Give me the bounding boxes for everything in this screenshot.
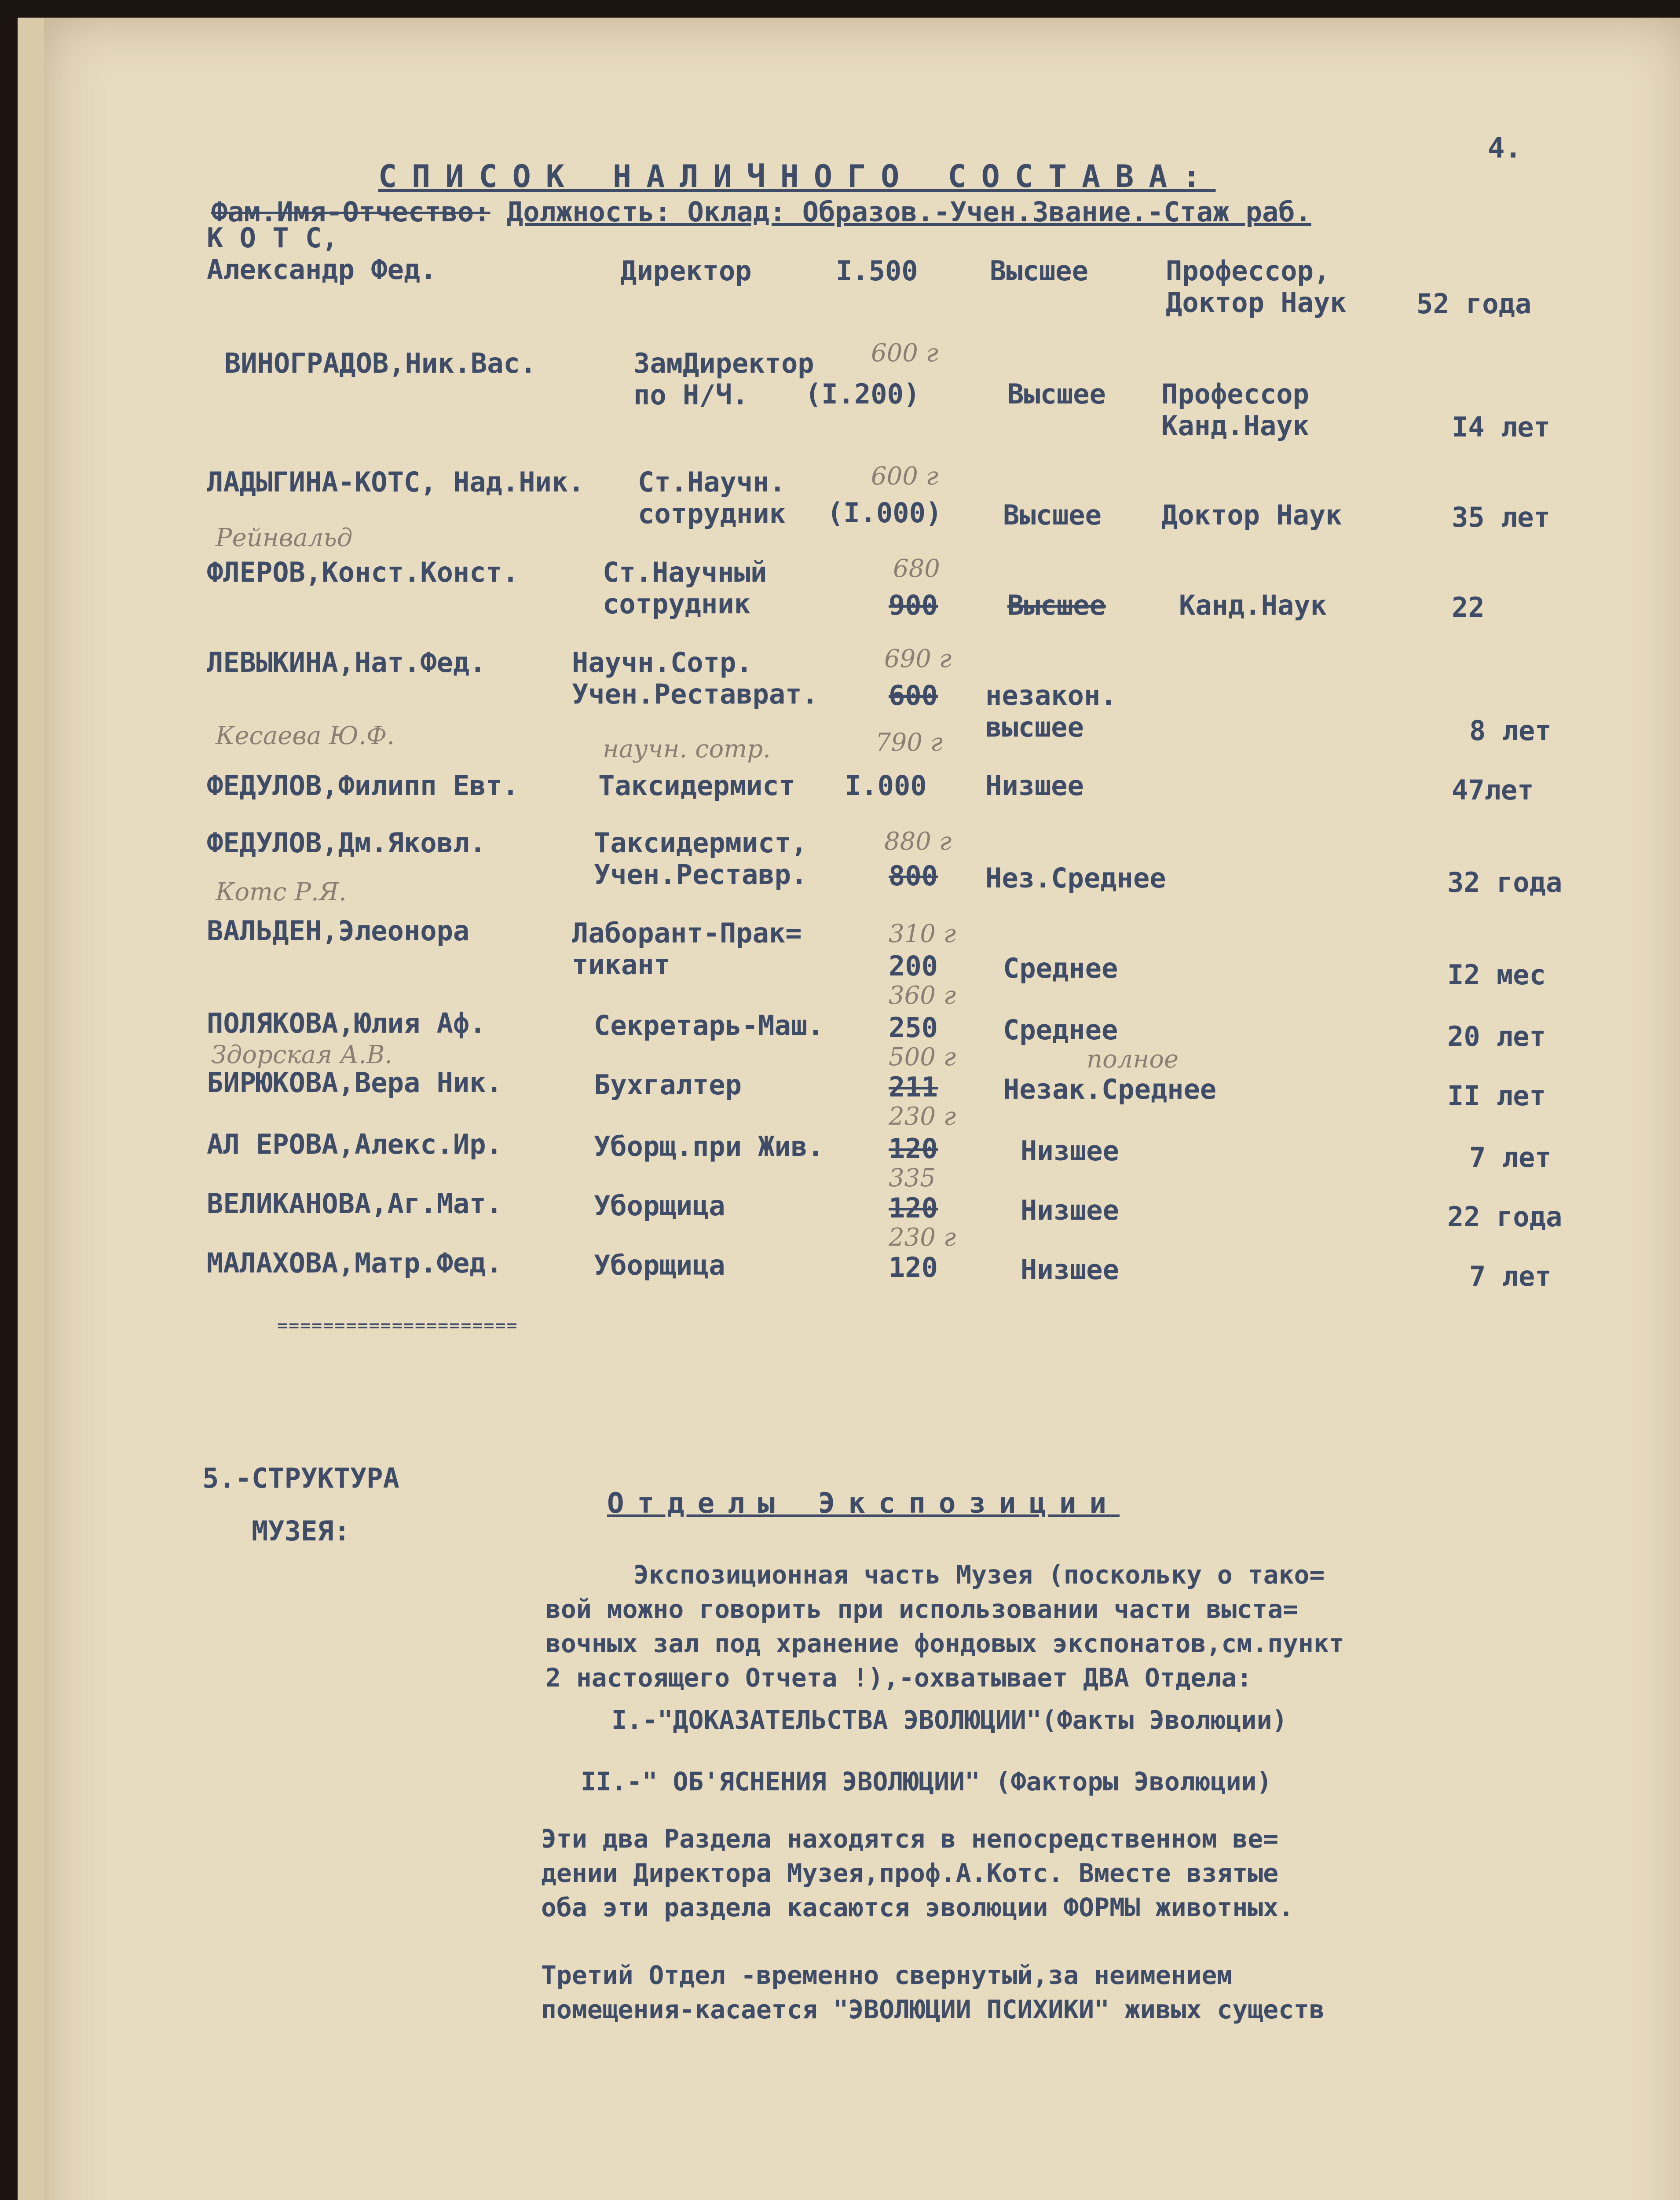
section-label: 5.-СТРУКТУРА МУЗЕЯ: — [202, 1462, 399, 1547]
handwritten-name: Здорская А.В. — [211, 1041, 393, 1069]
row-tenure: 32 года — [1447, 866, 1563, 898]
handwritten-note: научн. сотр. — [603, 735, 771, 763]
row-position: Уборщ.при Жив. — [594, 1130, 824, 1162]
header-columns: Должность: Оклад: Образов.-Учен.Звание.-Стаж раб. — [506, 196, 1311, 228]
row-salary: 200 — [889, 950, 938, 982]
row-title: Канд.Наук — [1179, 589, 1327, 621]
row-name: ЛЕВЫКИНА,Нат.Фед. — [207, 646, 486, 678]
handwritten-note: 790 г — [875, 728, 943, 757]
row-education: Низшее — [1021, 1135, 1119, 1167]
handwritten-note: 360 г — [889, 981, 956, 1010]
row-position: Ст.Научн. сотрудник — [638, 466, 786, 530]
row-position: ЗамДиректор по Н/Ч. — [633, 347, 814, 411]
row-education: Нез.Среднее — [985, 862, 1166, 894]
row-name: БИРЮКОВА,Вера Ник. — [207, 1067, 502, 1099]
list-item: II.-" ОБ'ЯСНЕНИЯ ЭВОЛЮЦИИ" (Факторы Эволюции) — [581, 1767, 1272, 1797]
row-education: Незак.Среднее — [1003, 1073, 1217, 1105]
row-position: Лаборант-Прак= тикант — [572, 917, 802, 981]
handwritten-note: 230 г — [889, 1223, 956, 1252]
row-name: К О Т С, Александр Фед. — [207, 222, 437, 286]
row-tenure: 20 лет — [1447, 1020, 1546, 1052]
handwritten-note: 690 г — [884, 645, 952, 673]
row-salary: 250 — [889, 1012, 938, 1044]
row-salary: 120 — [889, 1192, 938, 1224]
row-salary: I.500 — [836, 255, 918, 287]
handwritten-note: 335 — [889, 1164, 936, 1192]
row-title: Профессор, Доктор Наук — [1166, 255, 1347, 319]
row-tenure: 22 — [1452, 591, 1485, 623]
handwritten-note: 600 г — [871, 462, 938, 491]
row-position: Директор — [620, 255, 752, 287]
row-salary: 211 — [889, 1071, 938, 1103]
row-position: Ст.Научный сотрудник — [603, 556, 767, 620]
row-education: Высшее — [1003, 499, 1102, 531]
handwritten-name: Рейнвальд — [216, 524, 353, 552]
row-title: Профессор Канд.Наук — [1161, 378, 1309, 442]
row-tenure: I2 мес — [1447, 959, 1546, 991]
row-title: Доктор Наук — [1161, 499, 1342, 531]
row-salary: (I.000) — [827, 497, 942, 529]
row-salary: 800 — [889, 860, 938, 892]
separator-line: ===================== — [277, 1316, 518, 1336]
handwritten-note: полное — [1087, 1045, 1179, 1074]
row-position: Секретарь-Маш. — [594, 1009, 824, 1041]
row-position: Научн.Сотр. Учен.Реставрат. — [572, 646, 818, 710]
row-name: ВИНОГРАДОВ,Ник.Вас. — [224, 347, 537, 379]
row-salary: 120 — [889, 1133, 938, 1165]
row-education: Среднее — [1003, 952, 1118, 984]
row-tenure: 52 года — [1416, 288, 1532, 320]
row-name: ВАЛЬДЕН,Элеонора — [207, 915, 470, 947]
paragraph: Экспозиционная часть Музея (поскольку о тако= вой можно говорить при использовании части выста= вочных зал под хранение фондовых экспонатов,см.пункт 2 настоящего Отчета !),-охватывает ДВА Отдела: — [545, 1560, 1344, 1693]
handwritten-note: 230 г — [889, 1102, 956, 1131]
row-name: ЛАДЫГИНА-КОТС, Над.Ник. — [207, 466, 585, 498]
row-position: Бухгалтер — [594, 1069, 742, 1101]
row-tenure: 7 лет — [1469, 1141, 1552, 1173]
row-position: Таксидермист, Учен.Реставр. — [594, 827, 808, 891]
row-tenure: 47лет — [1452, 774, 1534, 806]
row-tenure: 35 лет — [1452, 501, 1550, 533]
page-number: 4. — [1487, 132, 1522, 165]
row-name: ФЕДУЛОВ,Дм.Яковл. — [207, 827, 486, 859]
row-education: Высшее — [1007, 378, 1106, 410]
struck-header: Фам.Имя-Отчество: — [211, 196, 490, 228]
section-heading: Отделы Экспозиции — [607, 1487, 1120, 1520]
row-name: ФЛЕРОВ,Конст.Конст. — [207, 556, 519, 588]
list-item: I.-"ДОКАЗАТЕЛЬСТВА ЭВОЛЮЦИИ"(Факты Эволюции) — [611, 1705, 1288, 1735]
row-tenure: I4 лет — [1452, 411, 1550, 443]
paragraph: Эти два Раздела находятся в непосредственном ве= дении Директора Музея,проф.А.Котс. Вместе взятые оба эти раздела касаются эволюции ФОРМЫ животных. — [541, 1824, 1294, 1922]
row-name: АЛ ЕРОВА,Алекс.Ир. — [207, 1128, 502, 1160]
handwritten-name: Котс Р.Я. — [216, 878, 347, 906]
row-position: Уборщица — [594, 1249, 725, 1281]
handwritten-note: 500 г — [889, 1043, 956, 1071]
row-name: ВЕЛИКАНОВА,Аг.Мат. — [207, 1188, 502, 1220]
row-education: Низшее — [985, 770, 1084, 802]
row-education: Высшее — [990, 255, 1088, 287]
row-education: Низшее — [1021, 1194, 1119, 1226]
row-tenure: II лет — [1447, 1080, 1546, 1112]
row-name: ПОЛЯКОВА,Юлия Аф. — [207, 1007, 486, 1039]
row-education: Высшее — [1007, 589, 1106, 621]
paragraph: Третий Отдел -временно свернутый,за неимением помещения-касается "ЭВОЛЮЦИИ ПСИХИКИ" живых существ — [541, 1960, 1325, 2024]
row-position: Таксидермист — [598, 770, 795, 802]
row-salary: 900 — [889, 589, 938, 621]
handwritten-note: 880 г — [884, 827, 952, 856]
handwritten-note: 600 г — [871, 339, 938, 367]
row-salary: (I.200) — [805, 378, 920, 410]
row-name: МАЛАХОВА,Матр.Фед. — [207, 1247, 502, 1279]
row-salary: 120 — [889, 1251, 938, 1283]
row-tenure: 22 года — [1447, 1201, 1563, 1233]
handwritten-note: 680 — [893, 554, 940, 583]
row-position: Уборщица — [594, 1190, 725, 1222]
handwritten-name: Кесаева Ю.Ф. — [216, 722, 395, 750]
row-tenure: 8 лет — [1469, 715, 1552, 747]
handwritten-note: 310 г — [889, 920, 956, 948]
row-education: незакон. высшее — [985, 679, 1117, 743]
list-title: СПИСОК НАЛИЧНОГО СОСТАВА: — [378, 158, 1216, 194]
row-salary: I.000 — [845, 770, 927, 802]
row-name: ФЕДУЛОВ,Филипп Евт. — [207, 770, 519, 802]
row-salary: 600 — [889, 679, 938, 711]
row-tenure: 7 лет — [1469, 1260, 1552, 1292]
row-education: Среднее — [1003, 1014, 1118, 1046]
row-education: Низшее — [1021, 1254, 1119, 1286]
